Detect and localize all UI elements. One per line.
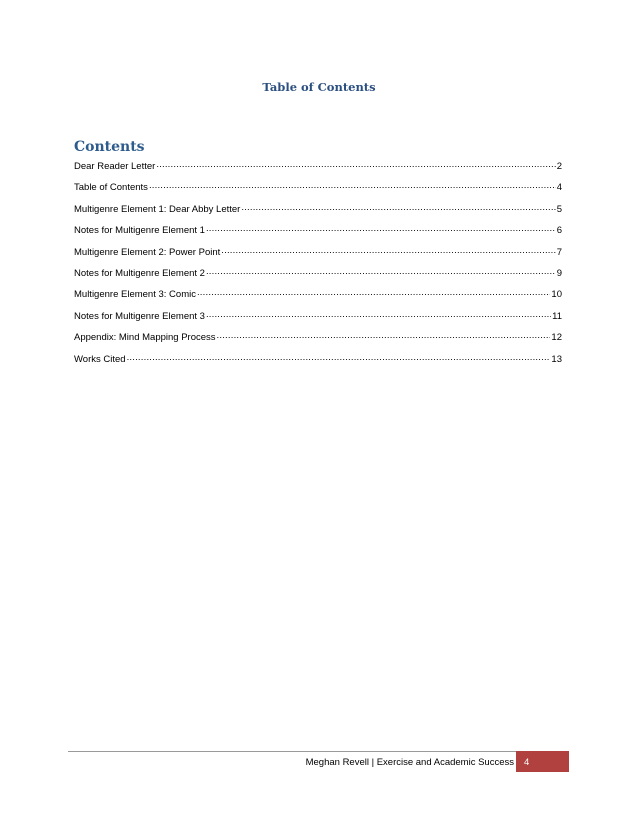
toc-leader-dots xyxy=(149,180,556,190)
toc-entry-page[interactable]: 11 xyxy=(552,310,562,322)
toc-leader-dots xyxy=(197,287,550,297)
footer-rule xyxy=(68,751,516,752)
toc-entry-title[interactable]: Multigenre Element 2: Power Point xyxy=(74,246,221,258)
toc-entry-page[interactable]: 12 xyxy=(551,332,562,344)
footer-text: Meghan Revell | Exercise and Academic Success xyxy=(305,757,514,768)
toc-entry-title[interactable]: Notes for Multigenre Element 3 xyxy=(74,310,205,322)
toc-entry[interactable] xyxy=(74,266,562,287)
toc-entry[interactable] xyxy=(74,180,562,201)
toc-entry-page[interactable]: 10 xyxy=(551,289,562,301)
toc-leader-dots xyxy=(217,330,551,340)
toc-entry-title[interactable]: Works Cited xyxy=(74,353,126,365)
page-heading: Table of Contents xyxy=(262,80,376,94)
toc-entry[interactable] xyxy=(74,309,562,330)
footer-page-number: 4 xyxy=(524,757,530,768)
toc-entry-title[interactable]: Multigenre Element 3: Comic xyxy=(74,289,196,301)
toc-entry-title[interactable]: Multigenre Element 1: Dear Abby Letter xyxy=(74,203,241,215)
toc-entry[interactable] xyxy=(74,352,562,373)
toc-leader-dots xyxy=(206,309,551,319)
toc-entry-page[interactable]: 4 xyxy=(556,182,562,194)
toc-entry[interactable] xyxy=(74,287,562,308)
toc-entry-page[interactable]: 13 xyxy=(551,353,562,365)
toc-list xyxy=(74,159,562,373)
footer-page-box xyxy=(516,751,569,772)
toc-entry-title[interactable]: Notes for Multigenre Element 2 xyxy=(74,267,205,279)
toc-entry[interactable] xyxy=(74,330,562,351)
toc-entry[interactable] xyxy=(74,245,562,266)
toc-leader-dots xyxy=(206,266,556,276)
toc-leader-dots xyxy=(241,202,555,212)
toc-entry-page[interactable]: 6 xyxy=(556,225,562,237)
toc-entry[interactable] xyxy=(74,202,562,223)
toc-entry-title[interactable]: Appendix: Mind Mapping Process xyxy=(74,332,216,344)
toc-leader-dots xyxy=(156,159,555,169)
toc-leader-dots xyxy=(221,245,555,255)
toc-entry-title[interactable]: Notes for Multigenre Element 1 xyxy=(74,225,205,237)
toc-entry-page[interactable]: 7 xyxy=(556,246,562,258)
toc-entry-title[interactable]: Dear Reader Letter xyxy=(74,161,156,172)
toc-heading: Contents xyxy=(74,139,145,155)
toc-entry-page[interactable]: 5 xyxy=(556,203,562,215)
toc-entry-page[interactable]: 2 xyxy=(556,161,562,172)
toc-leader-dots xyxy=(127,352,551,362)
toc-entry-page[interactable]: 9 xyxy=(556,267,562,279)
toc-leader-dots xyxy=(206,223,556,233)
toc-entry-title[interactable]: Table of Contents xyxy=(74,182,148,194)
toc-entry[interactable] xyxy=(74,223,562,244)
toc-entry[interactable] xyxy=(74,159,562,180)
